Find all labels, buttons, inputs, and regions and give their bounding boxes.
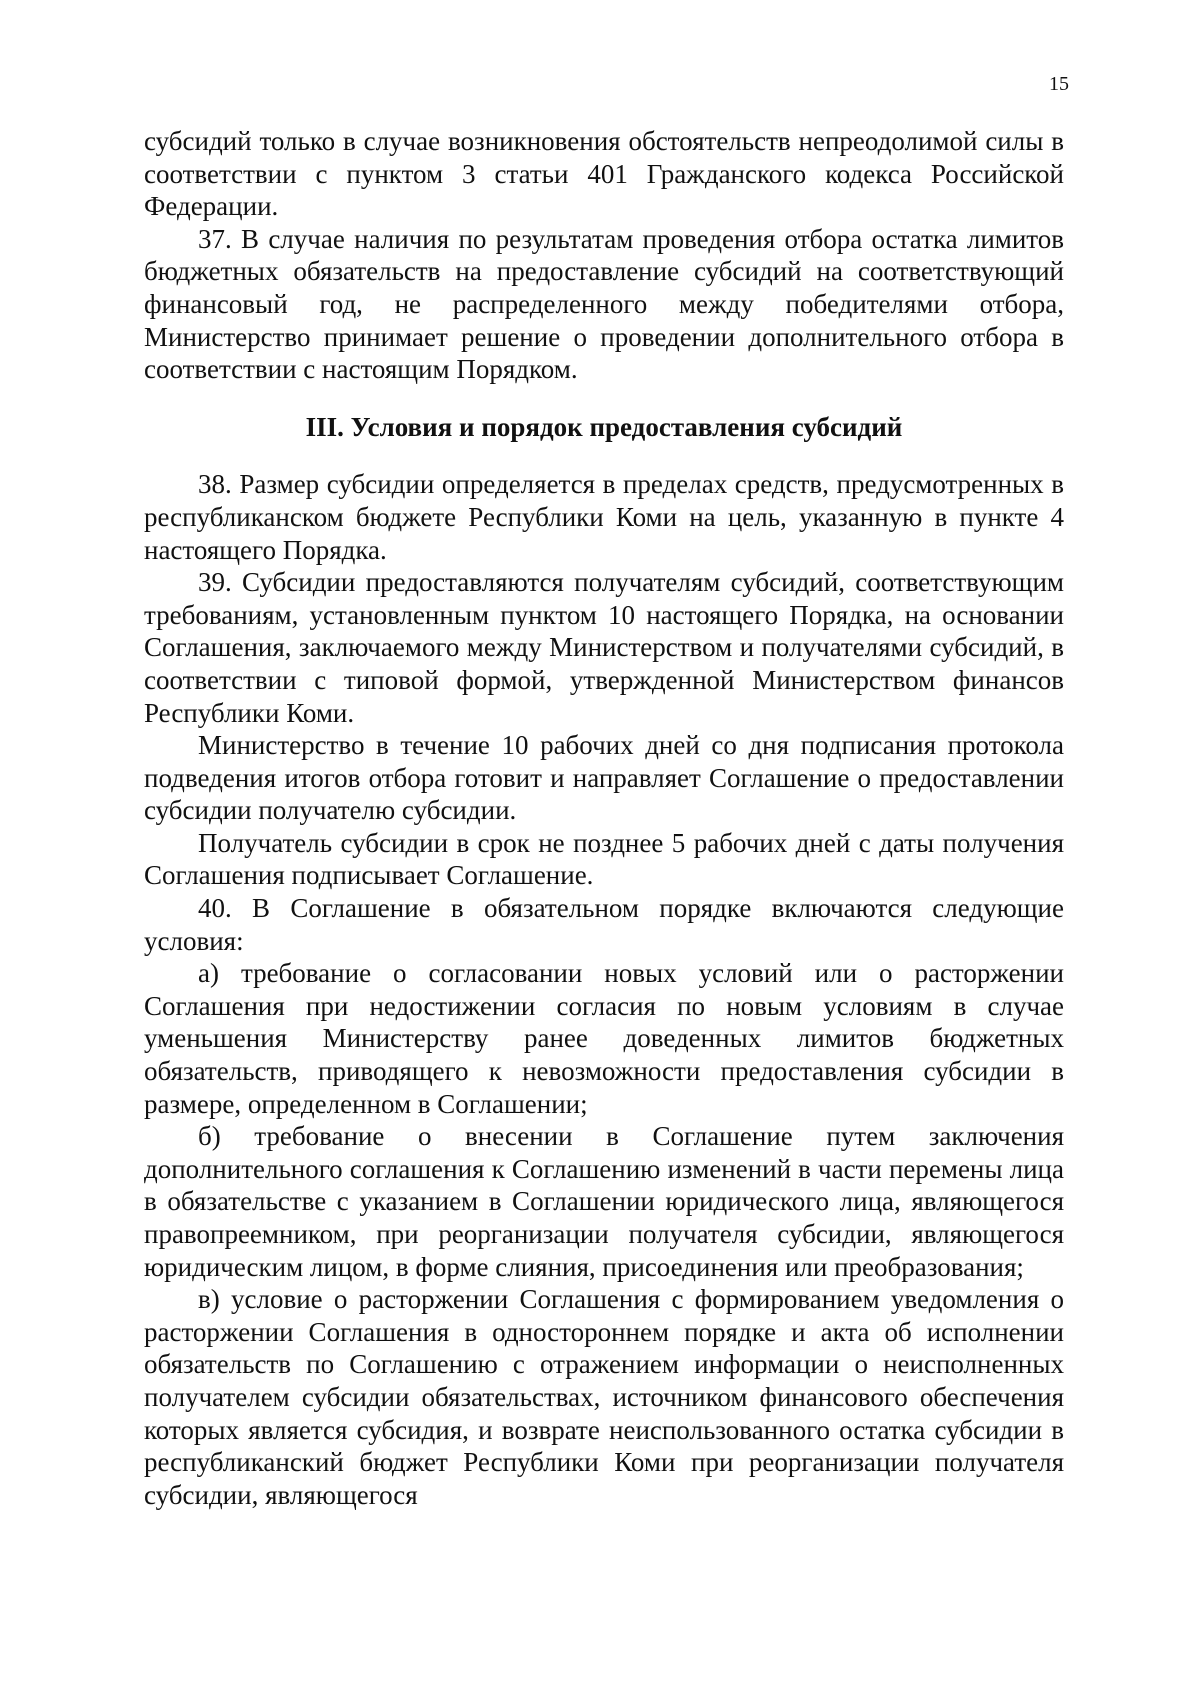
paragraph-ministry-term: Министерство в течение 10 рабочих дней со дня подписания протокола подведения итогов отбора готовит и направляет Соглашение о предоставлении субсидии получателю субсидии.	[144, 730, 1064, 826]
paragraph-recipient-signs: Получатель субсидии в срок не позднее 5 рабочих дней с даты получения Соглашения подписывает Соглашение.	[144, 827, 1064, 891]
item-v: в) условие о расторжении Соглашения с формированием уведомления о расторжении Соглашения в одностороннем порядке и акта об исполнении обязательств по Соглашению с отражением информации о неисполненных получателем субсидии обязательствах, источником финансового обеспечения которых является субсидия, и возврате неиспользованного остатка субсидии в республиканский бюджет Республики Коми при реорганизации получателя субсидии, являющегося	[144, 1284, 1064, 1510]
paragraph-38: 38. Размер субсидии определяется в пределах средств, предусмотренных в республиканском бюджете Республики Коми на цель, указанную в пункте 4 настоящего Порядка.	[144, 469, 1064, 565]
document-body	[144, 125, 1064, 1511]
paragraph-40: 40. В Соглашение в обязательном порядке включаются следующие условия:	[144, 893, 1064, 956]
paragraph-37: 37. В случае наличия по результатам проведения отбора остатка лимитов бюджетных обязательств на предоставление субсидий на соответствующий финансовый год, не распределенного между победителями отбора, Министерство принимает решение о проведении дополнительного отбора в соответствии с настоящим Порядком.	[144, 223, 1064, 385]
item-a: а) требование о согласовании новых условий или о расторжении Соглашения при недостижении согласия по новым условиям в случае уменьшения Министерству ранее доведенных лимитов бюджетных обязательств, приводящего к невозможности предоставления субсидии в размере, определенном в Соглашении;	[144, 958, 1064, 1119]
item-b: б) требование о внесении в Соглашение путем заключения дополнительного соглашения к Соглашению изменений в части перемены лица в обязательстве с указанием в Соглашении юридического лица, являющегося правопреемником, при реорганизации получателя субсидии, являющегося юридическим лицом, в форме слияния, присоединения или преобразования;	[144, 1121, 1064, 1282]
page-number: 15	[1049, 73, 1069, 95]
paragraph-continuation: субсидий только в случае возникновения обстоятельств непреодолимой силы в соответствии с пунктом 3 статьи 401 Гражданского кодекса Российской Федерации.	[144, 126, 1064, 222]
section-heading: III. Условия и порядок предоставления субсидий	[305, 411, 903, 442]
paragraph-39: 39. Субсидии предоставляются получателям субсидий, соответствующим требованиям, установленным пунктом 10 настоящего Порядка, на основании Соглашения, заключаемого между Министерством и получателями субсидий, в соответствии с типовой формой, утвержденной Министерством финансов Республики Коми.	[144, 567, 1064, 728]
